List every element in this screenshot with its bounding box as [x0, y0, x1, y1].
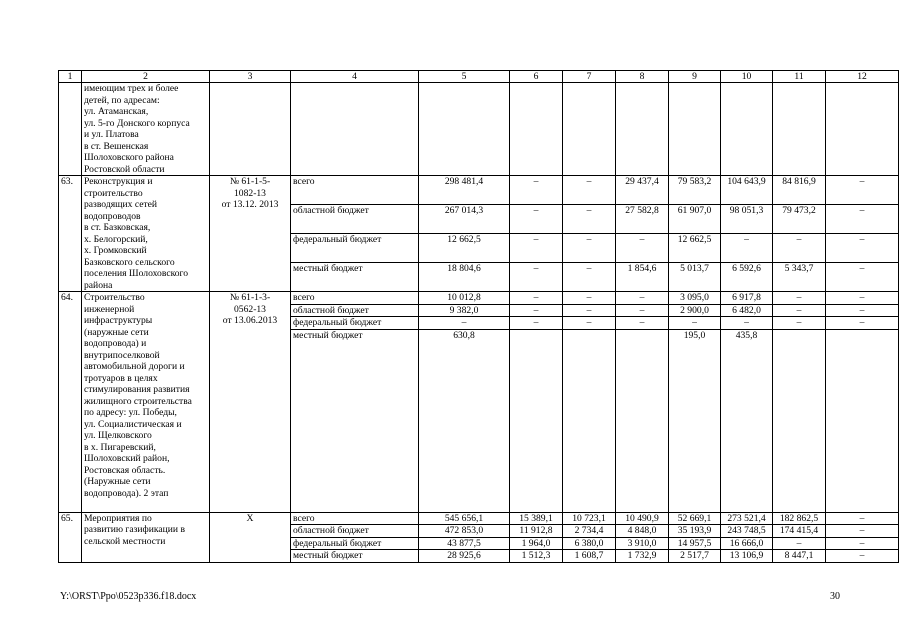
amount-cell: – [826, 205, 899, 234]
empty-cell [210, 83, 291, 176]
amount-cell: – [721, 317, 773, 330]
amount-cell: – [773, 234, 826, 263]
file-path: Y:\ORST\Ppo\0523p336.f18.docx [60, 591, 197, 602]
amount-cell: 1 512,3 [510, 550, 563, 563]
amount-cell: – [510, 234, 563, 263]
document-cell: № 61-1-3- 0562-13 от 13.06.2013 [210, 292, 291, 513]
empty-cell [773, 83, 826, 176]
amount-cell: – [826, 234, 899, 263]
object-name-cell: имеющим трех и более детей, по адресам: ул. Атаманская, ул. 5-го Донского корпуса и ул. Платова в ст. Вешенская Шолоховского района Ростовской области [82, 83, 210, 176]
amount-cell: 6 482,0 [721, 304, 773, 317]
amount-cell [826, 329, 899, 512]
object-name-cell: Строительство инженерной инфраструктуры (наружные сети водопровода) и внутрипоселковой автомобильной дороги и тротуаров в целях стимулирования развития жилищного строительства по адресу: ул. Победы, ул. Социалистическая и ул. Щелковского в х. Пигаревский, Шолоховский район, Ростовская область. (Наружные сети водопровода). 2 этап [82, 292, 210, 513]
amount-cell: 267 014,3 [419, 205, 510, 234]
funding-source-cell: федеральный бюджет [291, 537, 419, 550]
amount-cell: – [826, 304, 899, 317]
amount-cell: – [563, 317, 616, 330]
column-number-header: 5 [419, 71, 510, 83]
row-number-cell: 64. [59, 292, 82, 513]
document-cell: Х [210, 512, 291, 562]
amount-cell: – [773, 304, 826, 317]
amount-cell: – [510, 292, 563, 305]
empty-cell [291, 83, 419, 176]
amount-cell: 27 582,8 [616, 205, 669, 234]
column-number-header: 4 [291, 71, 419, 83]
amount-cell: – [669, 317, 721, 330]
amount-cell: 29 437,4 [616, 176, 669, 205]
amount-cell: 18 804,6 [419, 263, 510, 292]
amount-cell: 8 447,1 [773, 550, 826, 563]
header-row [59, 71, 899, 83]
amount-cell: – [563, 263, 616, 292]
amount-cell: – [826, 176, 899, 205]
table-row [59, 176, 899, 205]
amount-cell: 2 900,0 [669, 304, 721, 317]
column-number-header: 3 [210, 71, 291, 83]
amount-cell: – [510, 176, 563, 205]
funding-source-cell: всего [291, 176, 419, 205]
amount-cell: 10 490,9 [616, 512, 669, 525]
column-number-header: 10 [721, 71, 773, 83]
amount-cell: 13 106,9 [721, 550, 773, 563]
amount-cell: – [773, 537, 826, 550]
amount-cell: 6 592,6 [721, 263, 773, 292]
empty-cell [563, 83, 616, 176]
object-name-cell: Реконструкция и строительство разводящих сетей водопроводов в ст. Базковская, х. Белогорский, х. Громковский Базковского сельского поселения Шолоховского района [82, 176, 210, 292]
amount-cell: – [616, 292, 669, 305]
amount-cell: – [616, 234, 669, 263]
funding-source-cell: всего [291, 512, 419, 525]
row-number-cell: 63. [59, 176, 82, 292]
continuation-row [59, 83, 899, 176]
amount-cell: – [563, 205, 616, 234]
amount-cell: 195,0 [669, 329, 721, 512]
column-number-header: 6 [510, 71, 563, 83]
amount-cell: – [510, 263, 563, 292]
amount-cell: – [563, 176, 616, 205]
funding-source-cell: местный бюджет [291, 263, 419, 292]
amount-cell: – [510, 304, 563, 317]
amount-cell: 435,8 [721, 329, 773, 512]
amount-cell: 14 957,5 [669, 537, 721, 550]
amount-cell: 298 481,4 [419, 176, 510, 205]
amount-cell: 84 816,9 [773, 176, 826, 205]
empty-cell [419, 83, 510, 176]
row-number-cell [59, 83, 82, 176]
funding-source-cell: областной бюджет [291, 304, 419, 317]
amount-cell: – [419, 317, 510, 330]
amount-cell: 5 013,7 [669, 263, 721, 292]
amount-cell: – [563, 304, 616, 317]
column-number-header: 2 [82, 71, 210, 83]
amount-cell: – [510, 205, 563, 234]
table-row [59, 292, 899, 305]
column-number-header: 11 [773, 71, 826, 83]
amount-cell: – [721, 234, 773, 263]
amount-cell: – [510, 317, 563, 330]
amount-cell: 2 517,7 [669, 550, 721, 563]
amount-cell: 9 382,0 [419, 304, 510, 317]
funding-source-cell: местный бюджет [291, 550, 419, 563]
amount-cell: 1 608,7 [563, 550, 616, 563]
funding-source-cell: областной бюджет [291, 525, 419, 538]
amount-cell: 1 964,0 [510, 537, 563, 550]
amount-cell: – [826, 537, 899, 550]
funding-source-cell: всего [291, 292, 419, 305]
amount-cell: – [826, 512, 899, 525]
amount-cell: 182 862,5 [773, 512, 826, 525]
amount-cell: 4 848,0 [616, 525, 669, 538]
amount-cell: 243 748,5 [721, 525, 773, 538]
amount-cell: 12 662,5 [419, 234, 510, 263]
amount-cell: 6 917,8 [721, 292, 773, 305]
column-number-header: 9 [669, 71, 721, 83]
amount-cell: 545 656,1 [419, 512, 510, 525]
amount-cell: – [826, 292, 899, 305]
page-number: 30 [830, 591, 840, 602]
amount-cell: 16 666,0 [721, 537, 773, 550]
amount-cell: 11 912,8 [510, 525, 563, 538]
column-number-header: 8 [616, 71, 669, 83]
amount-cell: – [773, 292, 826, 305]
amount-cell: 12 662,5 [669, 234, 721, 263]
amount-cell: 1 854,6 [616, 263, 669, 292]
funding-source-cell: областной бюджет [291, 205, 419, 234]
amount-cell: – [826, 525, 899, 538]
amount-cell: 43 877,5 [419, 537, 510, 550]
amount-cell: 174 415,4 [773, 525, 826, 538]
empty-cell [669, 83, 721, 176]
amount-cell: 79 583,2 [669, 176, 721, 205]
funding-source-cell: федеральный бюджет [291, 317, 419, 330]
amount-cell: 52 669,1 [669, 512, 721, 525]
funding-source-cell: местный бюджет [291, 329, 419, 512]
amount-cell [773, 329, 826, 512]
amount-cell: 98 051,3 [721, 205, 773, 234]
amount-cell: 61 907,0 [669, 205, 721, 234]
amount-cell: 472 853,0 [419, 525, 510, 538]
amount-cell: – [616, 317, 669, 330]
budget-table [58, 70, 899, 563]
amount-cell: 6 380,0 [563, 537, 616, 550]
amount-cell: 273 521,4 [721, 512, 773, 525]
column-number-header: 1 [59, 71, 82, 83]
amount-cell: 79 473,2 [773, 205, 826, 234]
amount-cell [563, 329, 616, 512]
amount-cell: 10 012,8 [419, 292, 510, 305]
amount-cell: 1 732,9 [616, 550, 669, 563]
amount-cell [616, 329, 669, 512]
amount-cell: – [826, 263, 899, 292]
row-number-cell: 65. [59, 512, 82, 562]
amount-cell: – [563, 292, 616, 305]
amount-cell [510, 329, 563, 512]
amount-cell: 28 925,6 [419, 550, 510, 563]
funding-source-cell: федеральный бюджет [291, 234, 419, 263]
amount-cell: 35 193,9 [669, 525, 721, 538]
empty-cell [721, 83, 773, 176]
object-name-cell: Мероприятия по развитию газификации в сельской местности [82, 512, 210, 562]
document-cell: № 61-1-5- 1082-13 от 13.12. 2013 [210, 176, 291, 292]
empty-cell [826, 83, 899, 176]
amount-cell: – [616, 304, 669, 317]
amount-cell: 10 723,1 [563, 512, 616, 525]
amount-cell: 5 343,7 [773, 263, 826, 292]
column-number-header: 12 [826, 71, 899, 83]
amount-cell: 630,8 [419, 329, 510, 512]
amount-cell: 104 643,9 [721, 176, 773, 205]
amount-cell: – [563, 234, 616, 263]
amount-cell: 3 910,0 [616, 537, 669, 550]
amount-cell: – [773, 317, 826, 330]
amount-cell: 2 734,4 [563, 525, 616, 538]
column-number-header: 7 [563, 71, 616, 83]
empty-cell [616, 83, 669, 176]
amount-cell: – [826, 550, 899, 563]
amount-cell: – [826, 317, 899, 330]
amount-cell: 3 095,0 [669, 292, 721, 305]
table-row [59, 512, 899, 525]
amount-cell: 15 389,1 [510, 512, 563, 525]
empty-cell [510, 83, 563, 176]
